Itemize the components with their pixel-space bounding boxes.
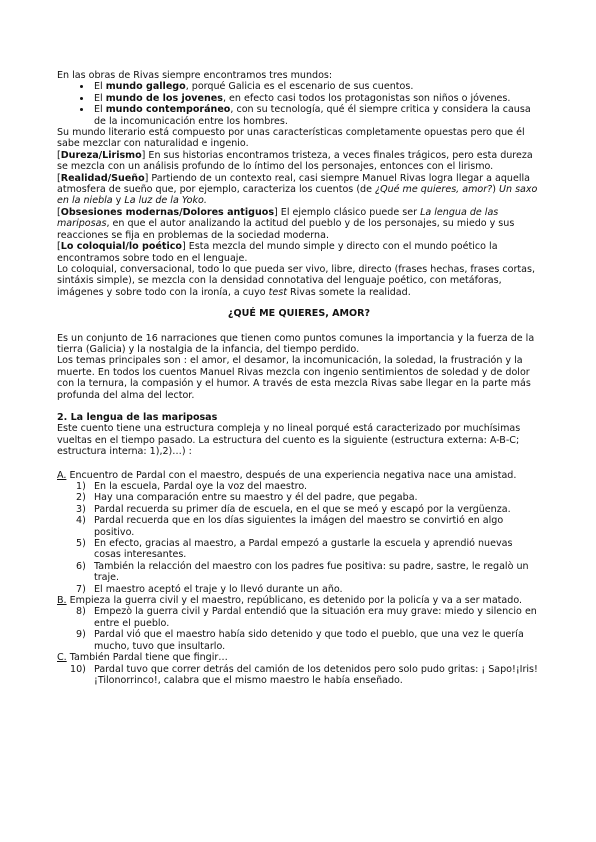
document-page (57, 70, 541, 686)
intro-summary: Su mundo literario está compuesto por unas características completamente opuestas pero que él sabe mezclar con naturalidad e ingenio. (57, 127, 525, 150)
list-item: • El mundo contemporáneo, con su tecnología, qué él siempre critica y considera la causa de la incomunicación entre los hombres. (92, 104, 541, 127)
part-b: B. Empieza la guerra civil y el maestro, repúblicano, es detenido por la policía y va a ser matado. (57, 595, 523, 607)
coloquial-paragraph: [Lo coloquial/lo poético] Esta mezcla del mundo simple y directo con el mundo poético la encontramos sobre todo en el lenguaje. (57, 241, 498, 264)
part-a: A. Encuentro de Pardal con el maestro, después de una experiencia negativa nace una amistad. (57, 469, 517, 481)
obsesiones-paragraph: [Obsesiones modernas/Dolores antiguos] El ejemplo clásico puede ser La lengua de las mariposas, en que el autor analizando la actitud del pueblo y de los personajes, su miedo y sus reacciones se fija en problemas de la sociedad moderna. (57, 206, 515, 241)
list-item: • El mundo de los jovenes, en efecto casi todos los protagonistas son niños o jóvenes. (92, 93, 541, 104)
list-item: 10) Pardal tuvo que correr detrás del camión de los detenidos pero solo pudo gritas: ¡ Sapo!¡Iris!¡Tilonorrinco!, calabra que el mismo maestro le había enseñado. (70, 663, 538, 686)
steps-a-list (57, 481, 541, 595)
list-item: 7) El maestro aceptó el traje y lo llevó durante un año. (76, 583, 343, 595)
list-item: 5) En efecto, gracias al maestro, a Pardal empezó a gustarle la escuela y aprendió nuevas cosas interesantes. (76, 538, 513, 561)
dureza-tag: Dureza/Lirismo (60, 149, 142, 161)
list-item: 6) También la relacción del maestro con los padres fue positiva: su padre, sastre, le regalò un traje. (76, 560, 529, 584)
list-item: 3) Pardal recuerda su primer día de escuela, en el que se meó y escapó por la vergüenza. (76, 503, 511, 515)
book-title: ¿QUÉ ME QUIERES, AMOR? (227, 308, 371, 320)
part-c: C. También Pardal tiene que fingir… (57, 652, 228, 664)
steps-b-list (57, 606, 541, 652)
realidad-tag: Realidad/Sueño (60, 172, 145, 184)
list-item: 1) En la escuela, Pardal oye la voz del maestro. (76, 481, 308, 492)
dureza-paragraph: [Dureza/Lirismo] En sus historias encontramos tristeza, a veces finales trágicos, pero esta dureza se mezcla con un análisis profundo de lo íntimo del los personajes, entonces con el lirismo. (57, 149, 533, 173)
list-item: 2) Hay una comparación entre su maestro y él del padre, que pegaba. (76, 492, 418, 504)
book-paragraph-1: Es un conjunto de 16 narraciones que tienen como puntos comunes la importancia y la fuerza de la tierra (Galicia) y la nostalgia de la infancia, del tiempo perdido. (57, 332, 535, 355)
steps-c-list (57, 664, 541, 687)
coloquial-tag: Lo coloquial/lo poético (60, 241, 182, 253)
obsesiones-tag: Obsesiones modernas/Dolores antiguos (60, 206, 275, 218)
book-paragraph-2: Los temas principales son : el amor, el desamor, la incomunicación, la soledad, la frustración y la muerte. En todos los cuentos Manuel Rivas mezcla con ingenio sentimientos de soledad y de dolor con la ternura, la compasión y el humor. A través de esta mezcla Rivas sabe llegar en la parte más profunda del alma del lector. (57, 355, 531, 401)
list-item: 4) Pardal recuerda que en los días siguientes la imágen del maestro se convirtió en algo positivo. (76, 515, 504, 538)
list-item: 9) Pardal vió que el maestro había sido detenido y que todo el pueblo, que una vez le quería mucho, tuvo que insultarlo. (76, 629, 524, 652)
worlds-list (57, 81, 541, 127)
story-intro: Este cuento tiene una estructura compleja y no lineal porqué está caracterizado por muchísimas vueltas en el tiempo pasado. La estructura del cuento es la siguiente (estructura externa: A-B-C; estructura interna: 1),2)…) : (57, 423, 521, 458)
coloquial-paragraph-2: Lo coloquial, conversacional, todo lo que pueda ser vivo, libre, directo (frases hechas, frases cortas, sintáxis simple), se mezcla con la densidad connotativa del lenguaje poético, con metáforas, imágenes y sobre todo con la ironía, a cuyo test Rivas somete la realidad. (57, 263, 536, 298)
list-item: 8) Empezò la guerra civil y Pardal entendió que la situación era muy grave: miedo y silencio en entre el pueblo. (76, 606, 537, 629)
intro-lead: En las obras de Rivas siempre encontramos tres mundos: (57, 70, 333, 81)
story-title: 2. La lengua de las mariposas (57, 411, 218, 423)
realidad-paragraph: [Realidad/Sueño] Partiendo de un contexto real, casi siempre Manuel Rivas logra llegar a aquella atmosfera de sueño que, por ejemplo, caracteriza los cuentos (de ¿Qué me quieres, amor?) Un saxo en la niebla y La luz de la Yoko. (57, 172, 538, 207)
list-item: • El mundo gallego, porqué Galicia es el escenario de sus cuentos. (92, 81, 541, 92)
